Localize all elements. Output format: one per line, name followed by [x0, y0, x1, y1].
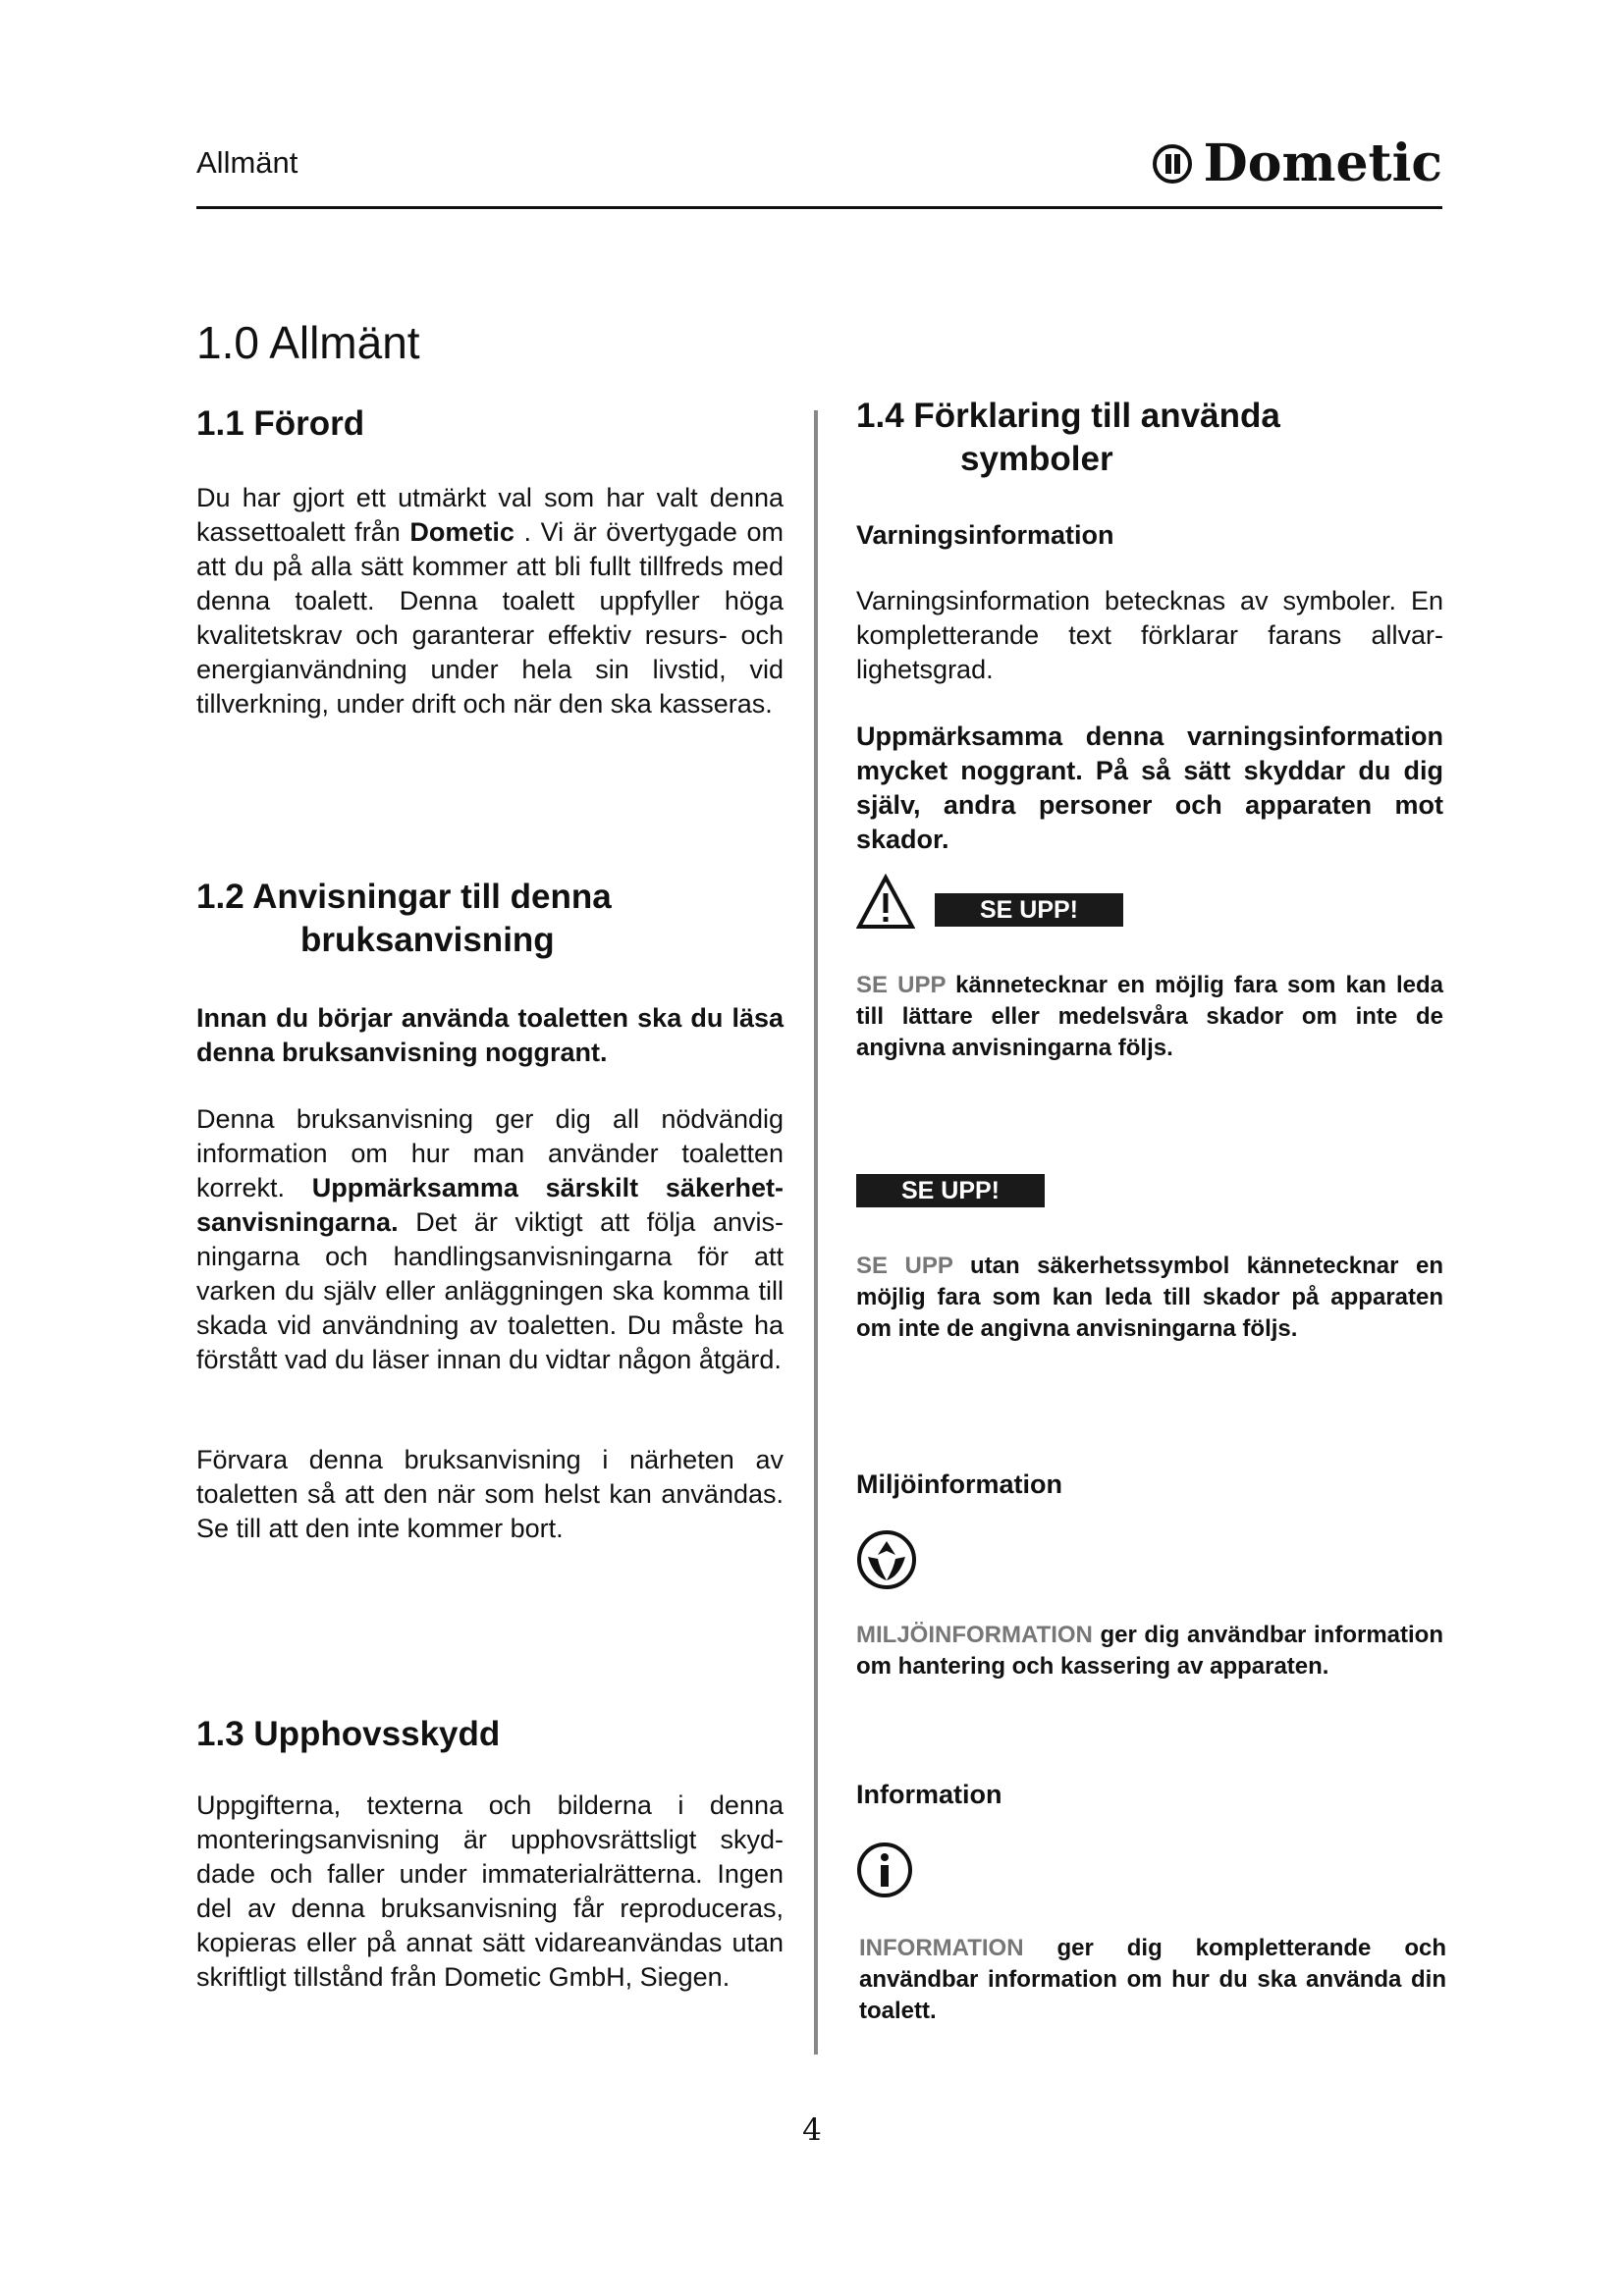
section-1-4-heading: 1.4 Förklaring till använda symboler	[856, 397, 1280, 478]
environment-info-description: MILJÖINFORMATION ger dig användbar information om hantering och kassering av apparaten.	[856, 1622, 1443, 1680]
brand-mention: Dometic	[409, 517, 514, 547]
caution-badge-no-symbol: SE UPP!	[856, 1174, 1045, 1207]
environment-info-title: Miljöinformation	[856, 1469, 1062, 1499]
section-1-2-storage-paragraph: Förvara denna bruksanvisning i närheten av toaletten så att den när som helst kan användas. Se till att den inte kommer bort.	[196, 1445, 784, 1543]
section-1-3-heading: 1.3 Upphovsskydd	[196, 1715, 501, 1753]
section-1-2-heading: 1.2 Anvisningar till denna bruksanvisning	[196, 878, 612, 959]
brand-name: Dometic	[1203, 133, 1442, 193]
warning-info-title: Varningsinformation	[856, 520, 1114, 550]
section-1-1-heading: 1.1 Förord	[196, 404, 365, 443]
section-1-1-body	[196, 481, 784, 721]
caution-badge: SE UPP!	[935, 893, 1123, 927]
section-1-1	[196, 402, 784, 446]
section-1-3-paragraph: Uppgifterna, texterna och bilderna i denna monteringsanvisning är upphovsrättsligt skyddade och faller under immaterialrätterna. Ingen del av denna bruksanvisning får reproduceras, kopieras eller på annat sätt vidareanvändas utan skriftligt tillstånd från Dometic GmbH, Siegen.	[196, 1790, 784, 1992]
warning-info-paragraph: Varningsinformation betecknas av symboler. En kompletterande text förklarar farans allvarlighetsgrad.	[856, 586, 1443, 684]
environment-icon	[856, 1529, 917, 1590]
information-description: INFORMATION ger dig kompletterande och användbar information om hur du ska använda din toalett.	[859, 1935, 1446, 2024]
warning-info-bold-paragraph: Uppmärksamma denna varningsinformation mycket noggrant. På så sätt skyddar du dig själv, andra personer och apparaten mot skador.	[856, 721, 1443, 854]
caution-description: SE UPP kännetecknar en möjlig fara som kan leda till lättare eller medelsvåra skador om inte de angivna anvisningarna följs.	[856, 972, 1443, 1061]
section-1-1-paragraph: Du har gjort ett utmärkt val som har valt denna kassettoalett från Dometic . Vi är övertygade om att du på alla sätt kommer att bli fullt tillfreds med denna toalett. Denna toalett uppfyller höga kvalitetskrav och garanterar effektiv resurs- och energianvändning under hela sin livstid, vid tillverkning, under drift och när den ska kasseras.	[196, 483, 784, 719]
warning-triangle-icon	[856, 874, 915, 931]
column-divider	[814, 410, 818, 2055]
dometic-logo-icon	[1153, 144, 1192, 184]
section-1-2-paragraph: Denna bruksanvisning ger dig all nödvändig information om hur man använder toaletten korrekt. Uppmärksamma särskilt säkerhetsanvisningarna. Det är viktigt att följa anvisningarna och handlingsanvisningarna för att varken du själv eller anläggningen ska komma till skada vid användning av toaletten. Du måste ha förstått vad du läser innan du vidtar någon åtgärd.	[196, 1104, 784, 1374]
brand-logo	[1153, 133, 1442, 193]
info-icon	[856, 1842, 913, 1898]
information-title: Information	[856, 1780, 1002, 1809]
page-number: 4	[802, 2112, 822, 2148]
page-title: 1.0 Allmänt	[196, 317, 420, 368]
caution-no-symbol-description: SE UPP utan säkerhetssymbol kännetecknar en möjlig fara som kan leda till skador på apparaten om inte de angivna anvisningarna följs.	[856, 1253, 1444, 1342]
section-1-2-bold-note: Innan du börjar använda toaletten ska du läsa denna bruksanvisning noggrant.	[196, 1003, 784, 1067]
header-rule	[196, 206, 1442, 209]
header-section-title: Allmänt	[196, 145, 298, 180]
